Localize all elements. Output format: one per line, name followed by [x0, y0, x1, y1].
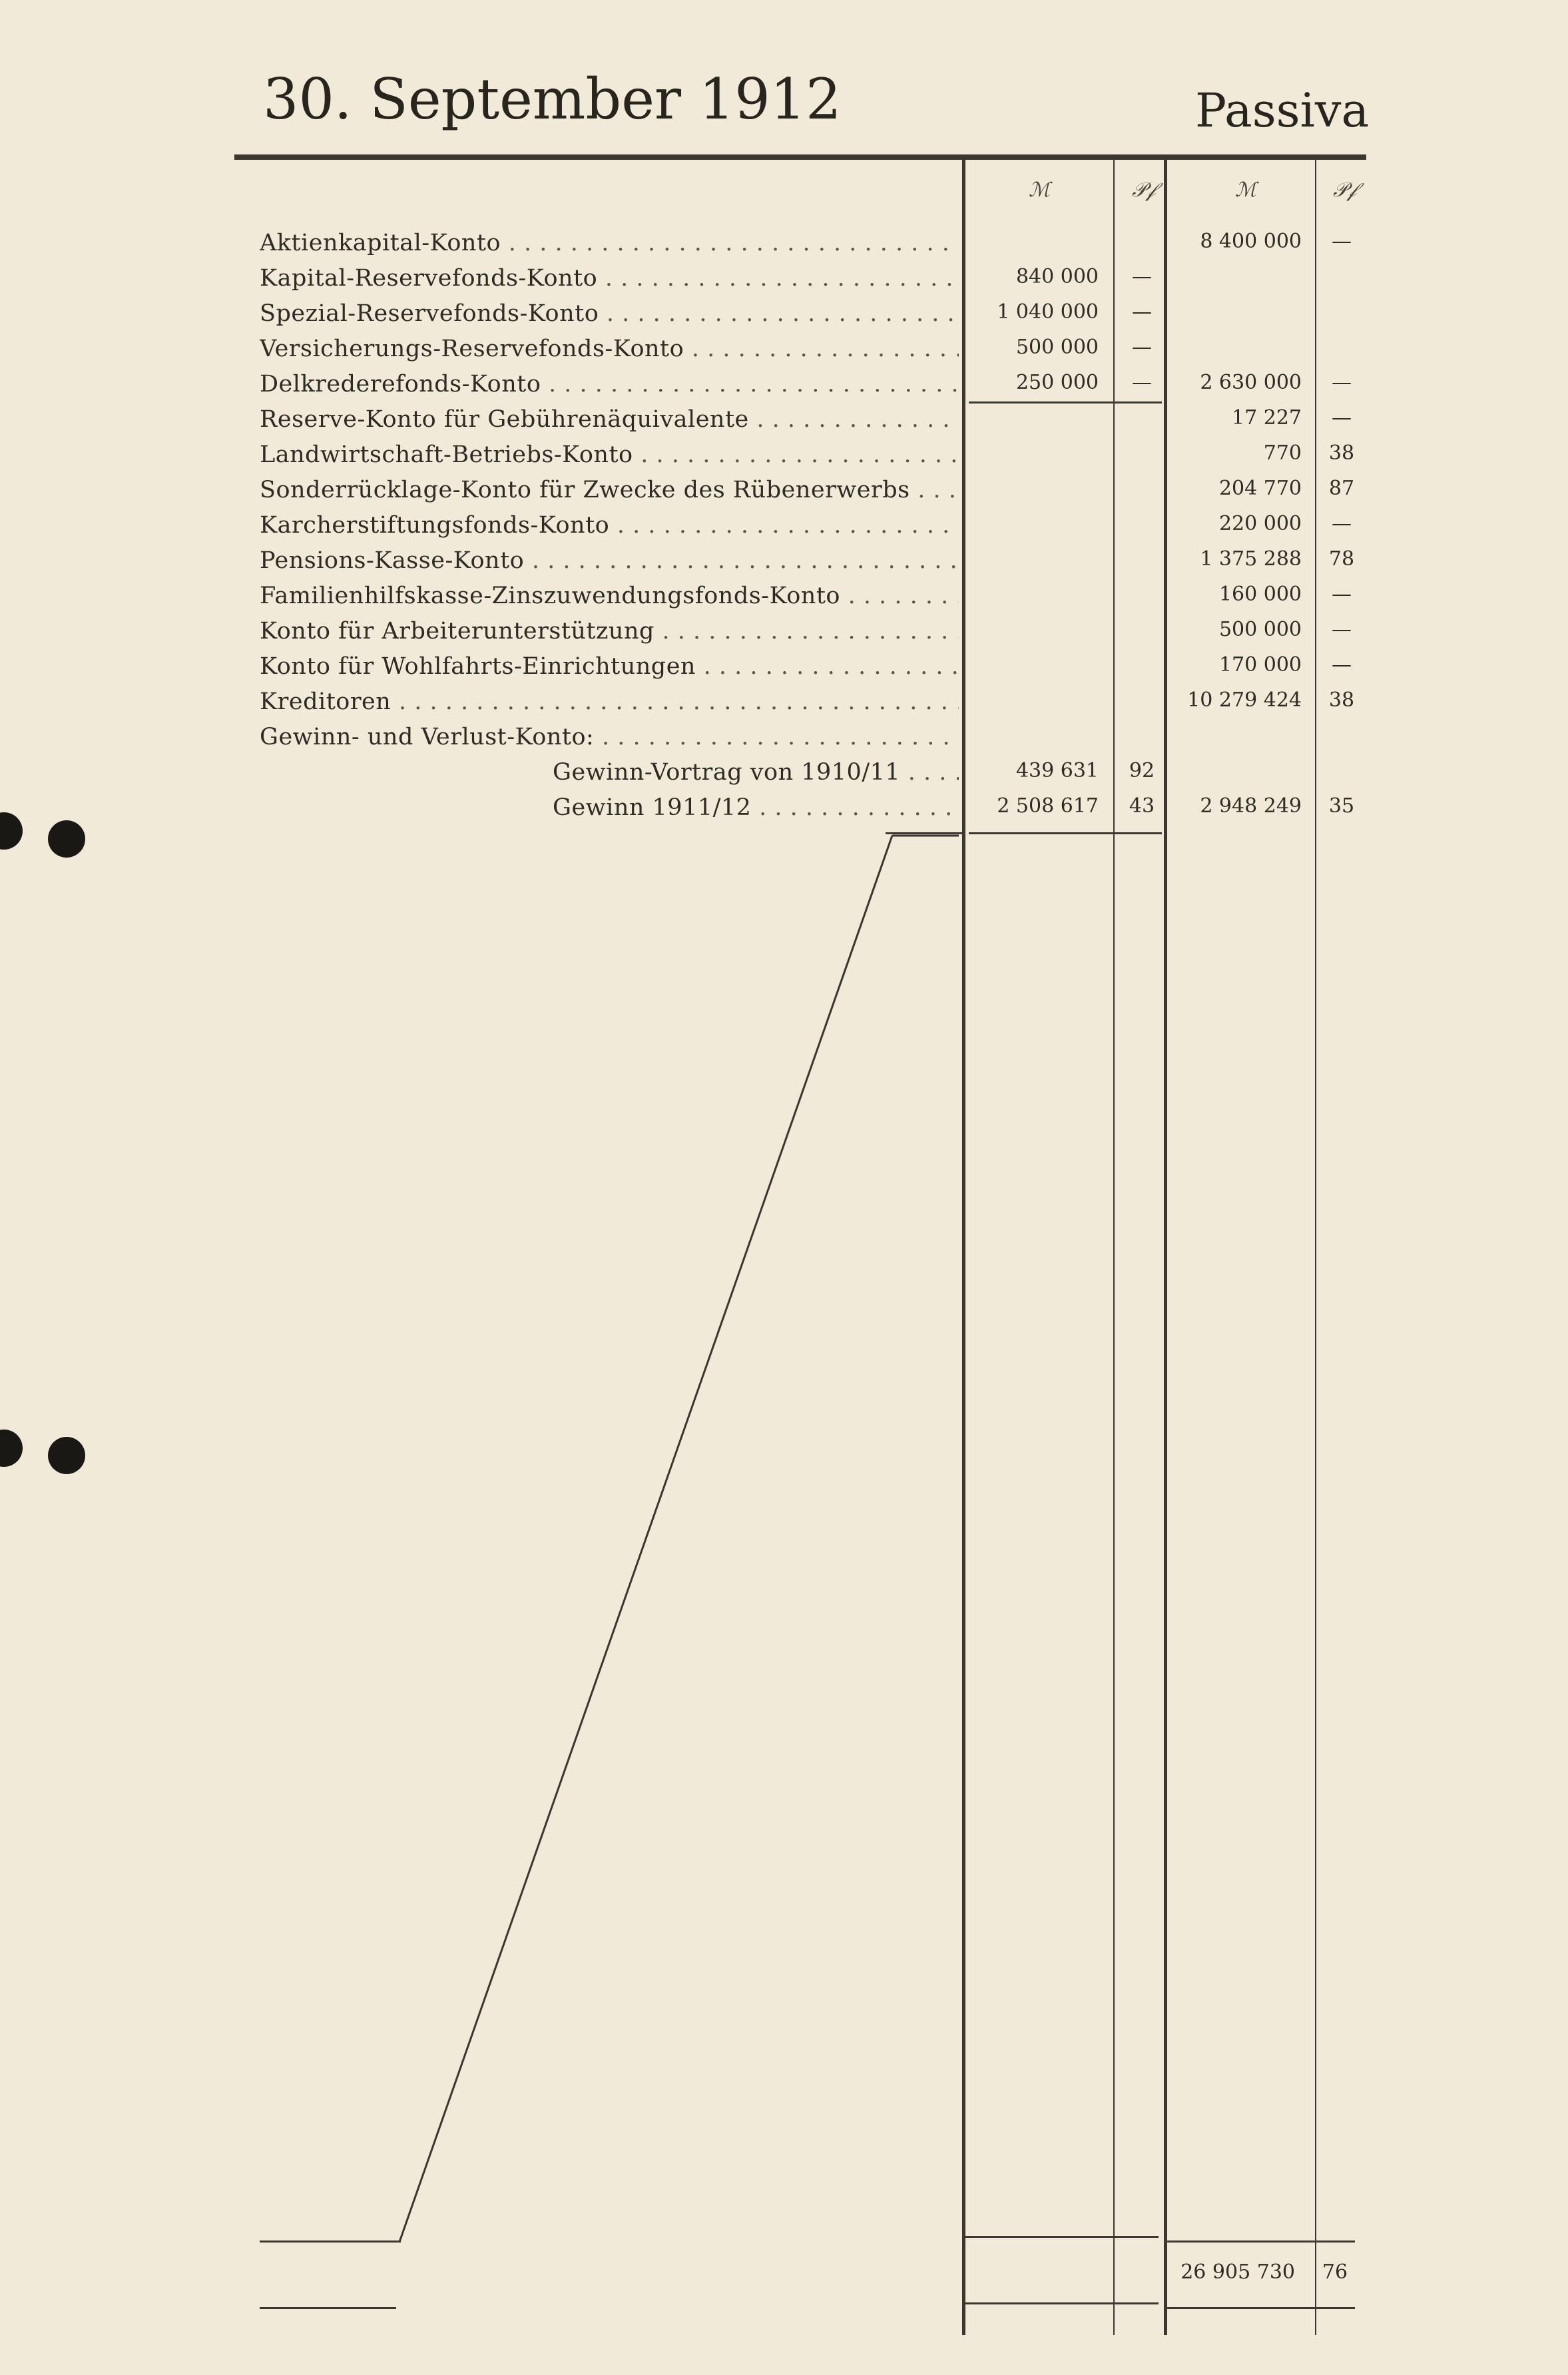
row-pf-2: —: [1332, 653, 1352, 676]
row-label: Pensions-Kasse-Konto . . .: [260, 547, 959, 574]
row-amount-2: 220 000: [1218, 512, 1302, 535]
col-header-mark-2: ℳ: [1235, 178, 1257, 202]
row-amount-2: 8 400 000: [1200, 230, 1302, 253]
row-label: Versicherungs-Reservefonds-Konto . . .: [260, 336, 959, 362]
row-amount-1: 2 508 617: [997, 794, 1099, 818]
col-header-mark-1: ℳ: [1029, 178, 1051, 202]
row-amount-2: 10 279 424: [1187, 688, 1302, 712]
row-amount-1: 840 000: [1015, 265, 1099, 288]
row-amount-2: 500 000: [1218, 618, 1302, 641]
page-side-label: Passiva: [1195, 83, 1370, 138]
row-label: Konto für Arbeiterunterstützung . . .: [260, 618, 959, 645]
row-label: Konto für Wohlfahrts-Einrichtungen . . .: [260, 653, 959, 680]
row-label: Aktienkapital-Konto . . .: [260, 230, 959, 256]
row-label: Landwirtschaft-Betriebs-Konto . . .: [260, 441, 959, 468]
row-label: Gewinn- und Verlust-Konto: . . .: [260, 724, 959, 750]
row-pf-2: —: [1332, 371, 1352, 394]
row-amount-2: 2 948 249: [1200, 794, 1302, 818]
row-amount-2: 17 227: [1232, 406, 1302, 429]
row-amount-2: 1 375 288: [1200, 547, 1302, 571]
row-pf-2: 35: [1328, 794, 1355, 818]
row-pf-2: —: [1332, 512, 1352, 535]
row-pf-1: —: [1132, 336, 1152, 359]
row-amount-2: 2 630 000: [1200, 371, 1302, 394]
row-label: Kreditoren . . .: [260, 688, 959, 715]
subrow-label: Gewinn-Vortrag von 1910/11 . . .: [553, 759, 959, 786]
row-pf-1: 43: [1129, 794, 1155, 818]
row-amount-1: 439 631: [1015, 759, 1099, 782]
row-pf-1: —: [1132, 300, 1152, 324]
col-header-pf-1: 𝒫𝒻: [1132, 178, 1156, 202]
row-pf-2: 78: [1328, 547, 1355, 571]
page-title: 30. September 1912: [263, 67, 842, 132]
total-pf: 76: [1322, 2260, 1348, 2284]
binder-hole: [48, 820, 85, 858]
col-header-pf-2: 𝒫𝒻: [1333, 178, 1357, 202]
row-label: Familienhilfskasse-Zinszuwendungsfonds-Konto . . .: [260, 583, 959, 609]
row-pf-2: 87: [1328, 477, 1355, 500]
total-row: [0, 2260, 1568, 2294]
row-amount-1: 250 000: [1015, 371, 1099, 394]
subrow-label: Gewinn 1911/12 . . .: [553, 794, 959, 821]
row-amount-2: 770: [1263, 441, 1302, 465]
row-amount-2: 160 000: [1218, 583, 1302, 606]
row-label: Reserve-Konto für Gebührenäquivalente . . .: [260, 406, 959, 433]
row-label: Spezial-Reservefonds-Konto . . .: [260, 300, 959, 327]
row-pf-2: 38: [1328, 688, 1355, 712]
row-label: Karcherstiftungsfonds-Konto . . .: [260, 512, 959, 539]
binder-hole: [48, 1437, 85, 1474]
row-pf-2: 38: [1328, 441, 1355, 465]
row-amount-1: 500 000: [1015, 336, 1099, 359]
row-pf-1: —: [1132, 371, 1152, 394]
row-pf-2: —: [1332, 583, 1352, 606]
row-pf-2: —: [1332, 406, 1352, 429]
row-amount-2: 170 000: [1218, 653, 1302, 676]
row-label: Kapital-Reservefonds-Konto . . .: [260, 265, 959, 292]
row-pf-1: —: [1132, 265, 1152, 288]
row-amount-2: 204 770: [1218, 477, 1302, 500]
row-pf-2: —: [1332, 618, 1352, 641]
row-amount-1: 1 040 000: [997, 300, 1099, 324]
total-amount: 26 905 730: [1180, 2260, 1295, 2284]
row-pf-1: 92: [1129, 759, 1155, 782]
row-label: Delkrederefonds-Konto . . .: [260, 371, 959, 397]
row-pf-2: —: [1332, 230, 1352, 253]
row-label: Sonderrücklage-Konto für Zwecke des Rübenerwerbs . . .: [260, 477, 959, 503]
